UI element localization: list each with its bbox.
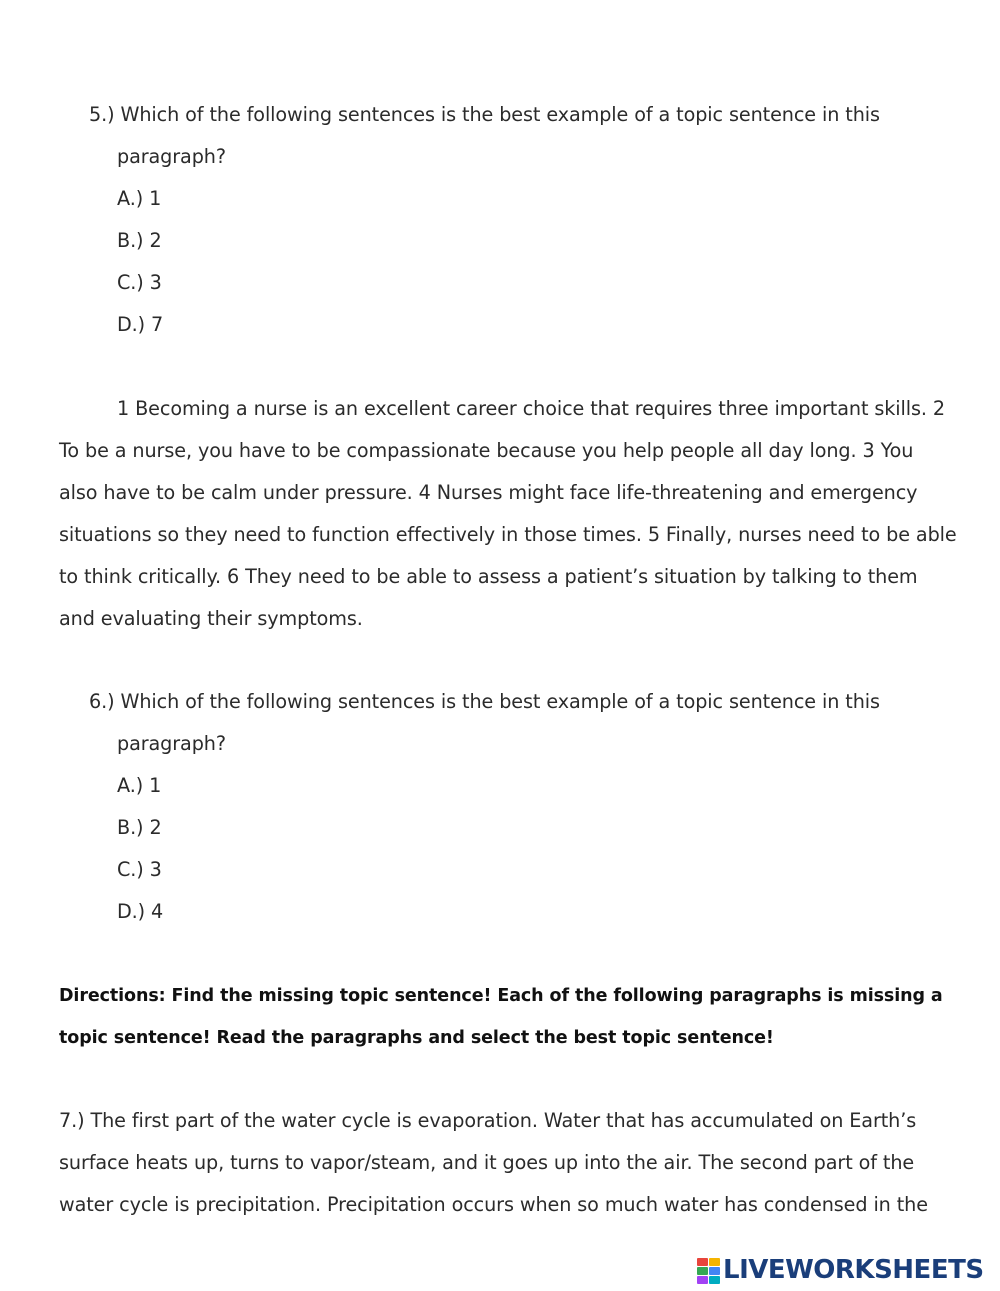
directions-line2: topic sentence! Read the paragraphs and select the best topic sentence!	[59, 1028, 774, 1048]
q5-prompt-line2: paragraph?	[117, 145, 226, 168]
paragraph-line: to think critically. 6 They need to be able to assess a patient’s situation by talking to them	[59, 565, 918, 588]
q6-option-d[interactable]: D.) 4	[117, 900, 164, 923]
paragraph-line: and evaluating their symptoms.	[59, 607, 363, 630]
paragraph-line: 1 Becoming a nurse is an excellent career choice that requires three important skills. 2	[117, 397, 945, 420]
q6-option-c[interactable]: C.) 3	[117, 858, 162, 881]
q6-prompt-line2: paragraph?	[117, 732, 226, 755]
q7-paragraph-line: surface heats up, turns to vapor/steam, and it goes up into the air. The second part of the	[59, 1151, 915, 1174]
logo-blocks-icon	[697, 1256, 721, 1284]
paragraph-line: situations so they need to function effectively in those times. 5 Finally, nurses need to be able	[59, 523, 957, 546]
paragraph-line: also have to be calm under pressure. 4 Nurses might face life-threatening and emergency	[59, 481, 918, 504]
q5-option-b[interactable]: B.) 2	[117, 229, 162, 252]
q5-option-c[interactable]: C.) 3	[117, 271, 162, 294]
directions-line1: Directions: Find the missing topic sentence! Each of the following paragraphs is missing a	[59, 986, 943, 1006]
q6-option-b[interactable]: B.) 2	[117, 816, 162, 839]
q5-option-a[interactable]: A.) 1	[117, 187, 162, 210]
q5-prompt-line1: 5.) Which of the following sentences is the best example of a topic sentence in this	[89, 103, 880, 126]
q7-paragraph-line: 7.) The first part of the water cycle is evaporation. Water that has accumulated on Earth’s	[59, 1109, 917, 1132]
q7-paragraph-line: water cycle is precipitation. Precipitation occurs when so much water has condensed in the	[59, 1193, 928, 1216]
q6-option-a[interactable]: A.) 1	[117, 774, 162, 797]
q6-prompt-line1: 6.) Which of the following sentences is the best example of a topic sentence in this	[89, 690, 880, 713]
liveworksheets-logo[interactable]	[697, 1254, 997, 1286]
q5-option-d[interactable]: D.) 7	[117, 313, 164, 336]
paragraph-line: To be a nurse, you have to be compassionate because you help people all day long. 3 You	[59, 439, 914, 462]
logo-text: LIVEWORKSHEETS	[723, 1255, 984, 1285]
